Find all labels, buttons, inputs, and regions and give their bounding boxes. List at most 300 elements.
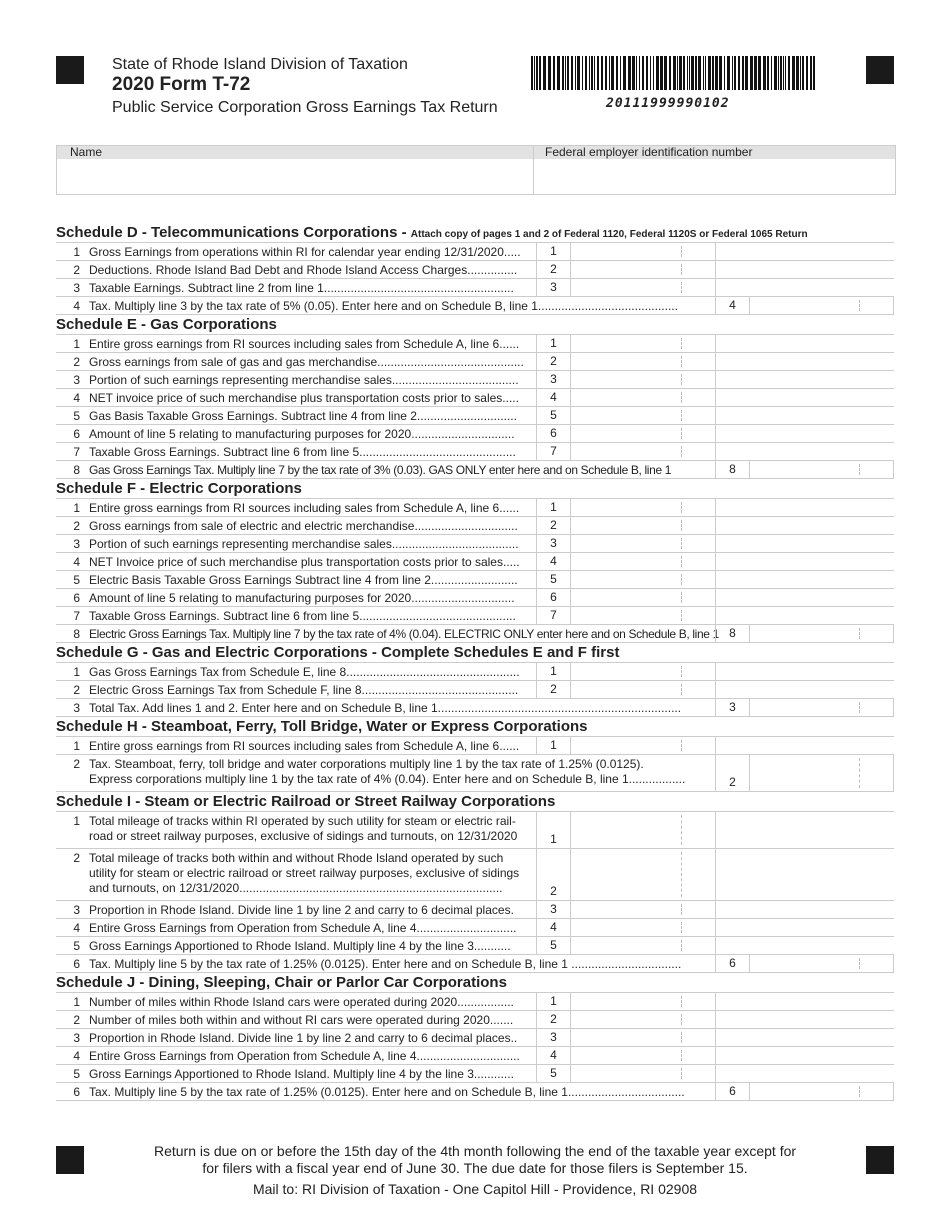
line-number: 4 [73, 921, 80, 935]
schedule-heading [56, 717, 894, 737]
line-box-label: 2 [550, 884, 557, 898]
line-description: Entire Gross Earnings from Operation from Schedule A, line 4.............................. [89, 921, 517, 935]
line-number: 4 [73, 555, 80, 569]
amount-input[interactable] [570, 901, 716, 918]
amount-input[interactable] [570, 589, 716, 606]
line-box-label: 2 [550, 354, 557, 368]
line-description: Gas Basis Taxable Gross Earnings. Subtract line 4 from line 2.............................. [89, 409, 517, 423]
line-box-number [536, 937, 571, 954]
barcode-bar [724, 56, 725, 90]
line-number: 3 [73, 281, 80, 295]
barcode-bar [642, 56, 644, 90]
amount-input[interactable] [570, 517, 716, 534]
amount-input[interactable] [749, 461, 894, 478]
line-box-number [536, 371, 571, 388]
cents-divider [681, 1014, 682, 1025]
line-box-number [536, 901, 571, 918]
line-description: Gas Gross Earnings Tax. Multiply line 7 by the tax rate of 3% (0.03). GAS ONLY enter here and on Schedule B, line 1 [89, 463, 672, 477]
amount-input[interactable] [570, 937, 716, 954]
barcode-bar [597, 56, 599, 90]
line-number: 1 [73, 245, 80, 259]
barcode-bar [745, 56, 748, 90]
cents-divider [681, 446, 682, 457]
mailing-address: Mail to: RI Division of Taxation - One Capitol Hill - Providence, RI 02908 [252, 1181, 698, 1197]
line-row [56, 279, 894, 297]
line-description: Electric Basis Taxable Gross Earnings Subtract line 4 from line 2.......................... [89, 573, 518, 587]
line-box-number [536, 1047, 571, 1064]
line-box-label: 5 [550, 1066, 557, 1080]
schedule-heading [56, 973, 894, 993]
barcode-bar [738, 56, 740, 90]
line-row [56, 461, 894, 479]
cents-divider [681, 852, 682, 897]
schedule-title: Schedule F - Electric Corporations [56, 480, 302, 497]
line-row [56, 499, 894, 517]
amount-input[interactable] [570, 993, 716, 1010]
barcode-bar [616, 56, 618, 90]
amount-input[interactable] [570, 1029, 716, 1046]
barcode-bar [609, 56, 610, 90]
line-description: Entire gross earnings from RI sources including sales from Schedule A, line 6...... [89, 337, 520, 351]
amount-input[interactable] [570, 681, 716, 698]
schedule-title: Schedule D - Telecommunications Corporations - [56, 224, 411, 241]
line-number: 1 [73, 665, 80, 679]
line-number: 6 [73, 957, 80, 971]
line-number: 4 [73, 299, 80, 313]
line-box-label: 1 [550, 500, 557, 514]
amount-input[interactable] [570, 279, 716, 296]
barcode-bar [742, 56, 744, 90]
line-description: Entire Gross Earnings from Operation from Schedule A, line 4............................... [89, 1049, 520, 1063]
line-box-number [536, 919, 571, 936]
line-description: Tax. Multiply line 5 by the tax rate of 1.25% (0.0125). Enter here and on Schedule B, line 1 ................................. [89, 957, 682, 971]
barcode-bar [632, 56, 635, 90]
line-number: 1 [73, 501, 80, 515]
line-description: Gross Earnings Apportioned to Rhode Island. Multiply line 4 by the line 3............ [89, 1067, 514, 1081]
fein-field[interactable] [534, 160, 895, 194]
barcode-bar [567, 56, 569, 90]
line-box-label: 7 [550, 444, 557, 458]
line-box-number [536, 849, 571, 900]
barcode-bar [656, 56, 659, 90]
amount-input[interactable] [570, 737, 716, 754]
barcode-bar [531, 56, 533, 90]
barcode-bar [732, 56, 733, 90]
amount-input[interactable] [570, 1011, 716, 1028]
barcode-bar [703, 56, 704, 90]
due-date-notice-line-2: for filers with a fiscal year end of June 30. The due date for those filers is September 15. [202, 1160, 748, 1176]
amount-input[interactable] [570, 425, 716, 442]
line-description: Tax. Multiply line 3 by the tax rate of 5% (0.05). Enter here and on Schedule B, line 1.......................................... [89, 299, 678, 313]
form-header [112, 56, 498, 118]
line-box-number [715, 755, 750, 791]
line-number: 3 [73, 537, 80, 551]
barcode-bar [565, 56, 566, 90]
barcode-bar [774, 56, 777, 90]
agency-name: State of Rhode Island Division of Taxation [112, 56, 408, 73]
form-title: 2020 Form T-72 [112, 74, 251, 95]
line-number: 2 [73, 355, 80, 369]
line-number: 6 [73, 591, 80, 605]
amount-input[interactable] [749, 699, 894, 716]
schedule-title: Schedule E - Gas Corporations [56, 316, 277, 333]
line-number: 3 [73, 903, 80, 917]
cents-divider [681, 1068, 682, 1079]
line-box-number [715, 1083, 750, 1100]
cents-divider [681, 338, 682, 349]
name-label: Name [57, 146, 533, 159]
line-number: 3 [73, 701, 80, 715]
line-description: Total mileage of tracks both within and without Rhode Island operated by such utility for steam or electric railroad or street railway purposes, exclusive of sidings and turnouts, on 12/31/2020............................................................................... [89, 851, 520, 895]
line-box-number [536, 335, 571, 352]
line-box-number [536, 407, 571, 424]
cents-divider [859, 628, 860, 639]
line-description: NET Invoice price of such merchandise plus transportation costs prior to sales..... [89, 555, 520, 569]
line-description: Gross earnings from sale of gas and gas merchandise............................................ [89, 355, 524, 369]
line-box-label: 6 [729, 956, 736, 970]
barcode-bar [705, 56, 706, 90]
amount-input[interactable] [570, 243, 716, 260]
barcode-bar [589, 56, 590, 90]
schedule-section [56, 717, 894, 792]
cents-divider [681, 556, 682, 567]
amount-input[interactable] [570, 553, 716, 570]
line-box-number [536, 499, 571, 516]
cents-divider [681, 520, 682, 531]
cents-divider [681, 815, 682, 845]
line-description: Gross earnings from sale of electric and electric merchandise............................... [89, 519, 518, 533]
amount-input[interactable] [570, 607, 716, 624]
barcode-bar [582, 56, 583, 90]
line-box-label: 3 [550, 536, 557, 550]
line-box-label: 1 [550, 832, 557, 846]
fein-label: Federal employer identification number [533, 146, 895, 159]
barcode [531, 56, 817, 90]
line-box-number [536, 243, 571, 260]
barcode-bar [806, 56, 808, 90]
line-row [56, 901, 894, 919]
line-box-label: 1 [550, 994, 557, 1008]
schedule-title: Schedule J - Dining, Sleeping, Chair or Parlor Car Corporations [56, 974, 507, 991]
line-description: Portion of such earnings representing merchandise sales...................................... [89, 373, 519, 387]
barcode-bar [687, 56, 688, 90]
line-box-label: 1 [550, 336, 557, 350]
amount-input[interactable] [570, 353, 716, 370]
line-row [56, 1029, 894, 1047]
line-number: 1 [73, 337, 80, 351]
line-box-label: 4 [550, 1048, 557, 1062]
cents-divider [681, 356, 682, 367]
barcode-bar [802, 56, 804, 90]
line-box-label: 6 [550, 426, 557, 440]
line-number: 4 [73, 1049, 80, 1063]
line-box-number [715, 461, 750, 478]
barcode-bar [575, 56, 576, 90]
line-row [56, 425, 894, 443]
schedule-heading [56, 315, 894, 335]
line-box-label: 1 [550, 244, 557, 258]
line-box-label: 1 [550, 664, 557, 678]
barcode-bar [691, 56, 694, 90]
line-box-label: 4 [550, 920, 557, 934]
line-number: 2 [73, 851, 80, 865]
line-box-number [715, 297, 750, 314]
schedule-section [56, 315, 894, 479]
schedule-heading [56, 223, 894, 243]
line-row [56, 517, 894, 535]
amount-input[interactable] [570, 849, 716, 900]
line-description: Gross Earnings Apportioned to Rhode Island. Multiply line 4 by the line 3........... [89, 939, 511, 953]
line-number: 8 [73, 627, 80, 641]
line-row [56, 607, 894, 625]
line-row [56, 955, 894, 973]
line-row [56, 243, 894, 261]
line-number: 1 [73, 739, 80, 753]
line-box-number [536, 607, 571, 624]
line-description: Entire gross earnings from RI sources including sales from Schedule A, line 6...... [89, 739, 520, 753]
schedule-attachment-note: Attach copy of pages 1 and 2 of Federal 1120, Federal 1120S or Federal 1065 Return [410, 229, 808, 240]
barcode-bar [605, 56, 607, 90]
line-box-label: 4 [550, 554, 557, 568]
barcode-bar [650, 56, 651, 90]
amount-input[interactable] [570, 389, 716, 406]
schedule-heading [56, 479, 894, 499]
line-box-number [536, 443, 571, 460]
line-number: 8 [73, 463, 80, 477]
barcode-bar [683, 56, 685, 90]
line-box-number [536, 1011, 571, 1028]
cents-divider [859, 300, 860, 311]
cents-divider [859, 1086, 860, 1097]
line-number: 1 [73, 995, 80, 1009]
barcode-bar [677, 56, 678, 90]
barcode-bar [611, 56, 614, 90]
line-description: Tax. Steamboat, ferry, toll bridge and water corporations multiply line 1 by the tax rate of 1.25% (0.0125). Express corporations multiply line 1 by the tax rate of 4% (0.04). Enter here and on Schedule B, line 1................. [89, 757, 686, 786]
line-box-number [536, 571, 571, 588]
cents-divider [681, 392, 682, 403]
line-box-label: 5 [550, 572, 557, 586]
line-box-number [715, 699, 750, 716]
amount-input[interactable] [570, 335, 716, 352]
line-number: 2 [73, 519, 80, 533]
line-box-number [715, 955, 750, 972]
line-box-label: 4 [729, 298, 736, 312]
line-description: Total mileage of tracks within RI operated by such utility for steam or electric rail- road or street railway purposes, exclusive of sidings and turnouts, on 12/31/2020 [89, 814, 518, 843]
barcode-bar [623, 56, 626, 90]
line-number: 6 [73, 1085, 80, 1099]
amount-input[interactable] [570, 443, 716, 460]
amount-input[interactable] [570, 499, 716, 516]
taxpayer-id-box [56, 145, 896, 195]
barcode-bar [594, 56, 595, 90]
amount-input[interactable] [570, 1065, 716, 1082]
line-box-label: 1 [550, 738, 557, 752]
line-row [56, 535, 894, 553]
barcode-bar [785, 56, 786, 90]
amount-input[interactable] [570, 407, 716, 424]
barcode-bar [780, 56, 782, 90]
line-box-label: 2 [550, 1012, 557, 1026]
barcode-bar [750, 56, 753, 90]
barcode-bar [679, 56, 682, 90]
line-row [56, 993, 894, 1011]
cents-divider [681, 538, 682, 549]
amount-input[interactable] [570, 261, 716, 278]
line-description: Amount of line 5 relating to manufacturing purposes for 2020............................... [89, 427, 515, 441]
line-description: Taxable Gross Earnings. Subtract line 6 from line 5............................................... [89, 445, 516, 459]
cents-divider [681, 502, 682, 513]
line-description: Proportion in Rhode Island. Divide line 1 by line 2 and carry to 6 decimal places.. [89, 1031, 518, 1045]
line-row [56, 353, 894, 371]
barcode-bar [639, 56, 640, 90]
schedule-section [56, 223, 894, 315]
line-description: Taxable Earnings. Subtract line 2 from line 1......................................................... [89, 281, 514, 295]
line-row [56, 663, 894, 681]
cents-divider [681, 996, 682, 1007]
line-box-number [536, 553, 571, 570]
line-number: 5 [73, 1067, 80, 1081]
line-number: 7 [73, 609, 80, 623]
barcode-bar [673, 56, 676, 90]
line-box-number [536, 812, 571, 848]
line-box-label: 5 [550, 938, 557, 952]
line-box-label: 2 [729, 775, 736, 789]
amount-input[interactable] [749, 755, 894, 791]
line-box-number [536, 737, 571, 754]
amount-input[interactable] [749, 1083, 894, 1100]
barcode-bar [557, 56, 560, 90]
line-box-number [536, 1065, 571, 1082]
barcode-bar [792, 56, 795, 90]
barcode-bar [800, 56, 801, 90]
line-box-label: 3 [550, 1030, 557, 1044]
line-number: 2 [73, 757, 80, 771]
cents-divider [681, 1050, 682, 1061]
line-box-label: 4 [550, 390, 557, 404]
schedule-section [56, 973, 894, 1101]
cents-divider [681, 410, 682, 421]
schedule-title: Schedule I - Steam or Electric Railroad or Street Railway Corporations [56, 793, 556, 810]
barcode-bar [758, 56, 761, 90]
form-subtitle: Public Service Corporation Gross Earnings Tax Return [112, 99, 498, 116]
cents-divider [859, 464, 860, 475]
barcode-bar [577, 56, 580, 90]
barcode-bar [778, 56, 779, 90]
barcode-bar [767, 56, 769, 90]
schedule-heading [56, 643, 894, 663]
line-number: 5 [73, 409, 80, 423]
cents-divider [681, 1032, 682, 1043]
amount-input[interactable] [749, 297, 894, 314]
line-number: 3 [73, 1031, 80, 1045]
line-row [56, 371, 894, 389]
name-field[interactable] [57, 160, 532, 194]
line-box-number [536, 353, 571, 370]
line-row [56, 297, 894, 315]
cents-divider [681, 592, 682, 603]
barcode-bar [810, 56, 812, 90]
line-row [56, 389, 894, 407]
amount-input[interactable] [570, 571, 716, 588]
due-date-notice-line-1: Return is due on or before the 15th day of the 4th month following the end of the taxable year except for [153, 1143, 797, 1159]
line-number: 7 [73, 445, 80, 459]
line-row [56, 335, 894, 353]
line-box-label: 2 [550, 518, 557, 532]
amount-input[interactable] [570, 812, 716, 848]
amount-input[interactable] [749, 625, 894, 642]
line-box-label: 5 [550, 408, 557, 422]
line-row [56, 1047, 894, 1065]
line-row [56, 812, 894, 849]
line-row [56, 937, 894, 955]
cents-divider [681, 922, 682, 933]
barcode-bar [712, 56, 714, 90]
line-row [56, 571, 894, 589]
line-box-label: 3 [550, 280, 557, 294]
schedule-heading [56, 792, 894, 812]
cents-divider [681, 264, 682, 275]
schedule-section [56, 479, 894, 643]
line-row [56, 1083, 894, 1101]
amount-input[interactable] [570, 919, 716, 936]
line-box-label: 7 [550, 608, 557, 622]
barcode-bar [534, 56, 535, 90]
cents-divider [681, 246, 682, 257]
line-row [56, 681, 894, 699]
line-number: 2 [73, 1013, 80, 1027]
line-description: Gas Gross Earnings Tax from Schedule E, line 8.................................................... [89, 665, 520, 679]
line-row [56, 737, 894, 755]
line-description: Proportion in Rhode Island. Divide line 1 by line 2 and carry to 6 decimal places. [89, 903, 514, 917]
footer [0, 1143, 950, 1198]
line-description: Entire gross earnings from RI sources including sales from Schedule A, line 6...... [89, 501, 520, 515]
barcode-bar [628, 56, 631, 90]
cents-divider [681, 740, 682, 751]
barcode-bar [562, 56, 564, 90]
barcode-number: 20111999990102 [606, 96, 730, 111]
cents-divider [859, 758, 860, 788]
line-description: Taxable Gross Earnings. Subtract line 6 from line 5............................................... [89, 609, 516, 623]
amount-input[interactable] [570, 371, 716, 388]
barcode-bar [653, 56, 654, 90]
line-row [56, 919, 894, 937]
amount-input[interactable] [570, 1047, 716, 1064]
amount-input[interactable] [570, 663, 716, 680]
line-description: Gross Earnings from operations within RI for calendar year ending 12/31/2020..... [89, 245, 521, 259]
barcode-bar [698, 56, 701, 90]
barcode-bar [695, 56, 697, 90]
line-row [56, 625, 894, 643]
line-description: Deductions. Rhode Island Bad Debt and Rhode Island Access Charges............... [89, 263, 518, 277]
line-description: Portion of such earnings representing merchandise sales...................................... [89, 537, 519, 551]
line-description: Amount of line 5 relating to manufacturing purposes for 2020............................... [89, 591, 515, 605]
line-row [56, 553, 894, 571]
line-row [56, 589, 894, 607]
barcode-bar [708, 56, 711, 90]
amount-input[interactable] [570, 535, 716, 552]
line-number: 5 [73, 573, 80, 587]
line-box-label: 3 [550, 372, 557, 386]
line-description: Electric Gross Earnings Tax. Multiply line 7 by the tax rate of 4% (0.04). ELECTRIC ONLY enter here and on Schedule B, line 1 [89, 627, 719, 641]
line-number: 1 [73, 814, 80, 828]
cents-divider [859, 702, 860, 713]
line-description: NET invoice price of such merchandise plus transportation costs prior to sales..... [89, 391, 519, 405]
schedule-section [56, 643, 894, 717]
barcode-bar [715, 56, 718, 90]
cents-divider [681, 610, 682, 621]
amount-input[interactable] [749, 955, 894, 972]
line-box-number [536, 535, 571, 552]
